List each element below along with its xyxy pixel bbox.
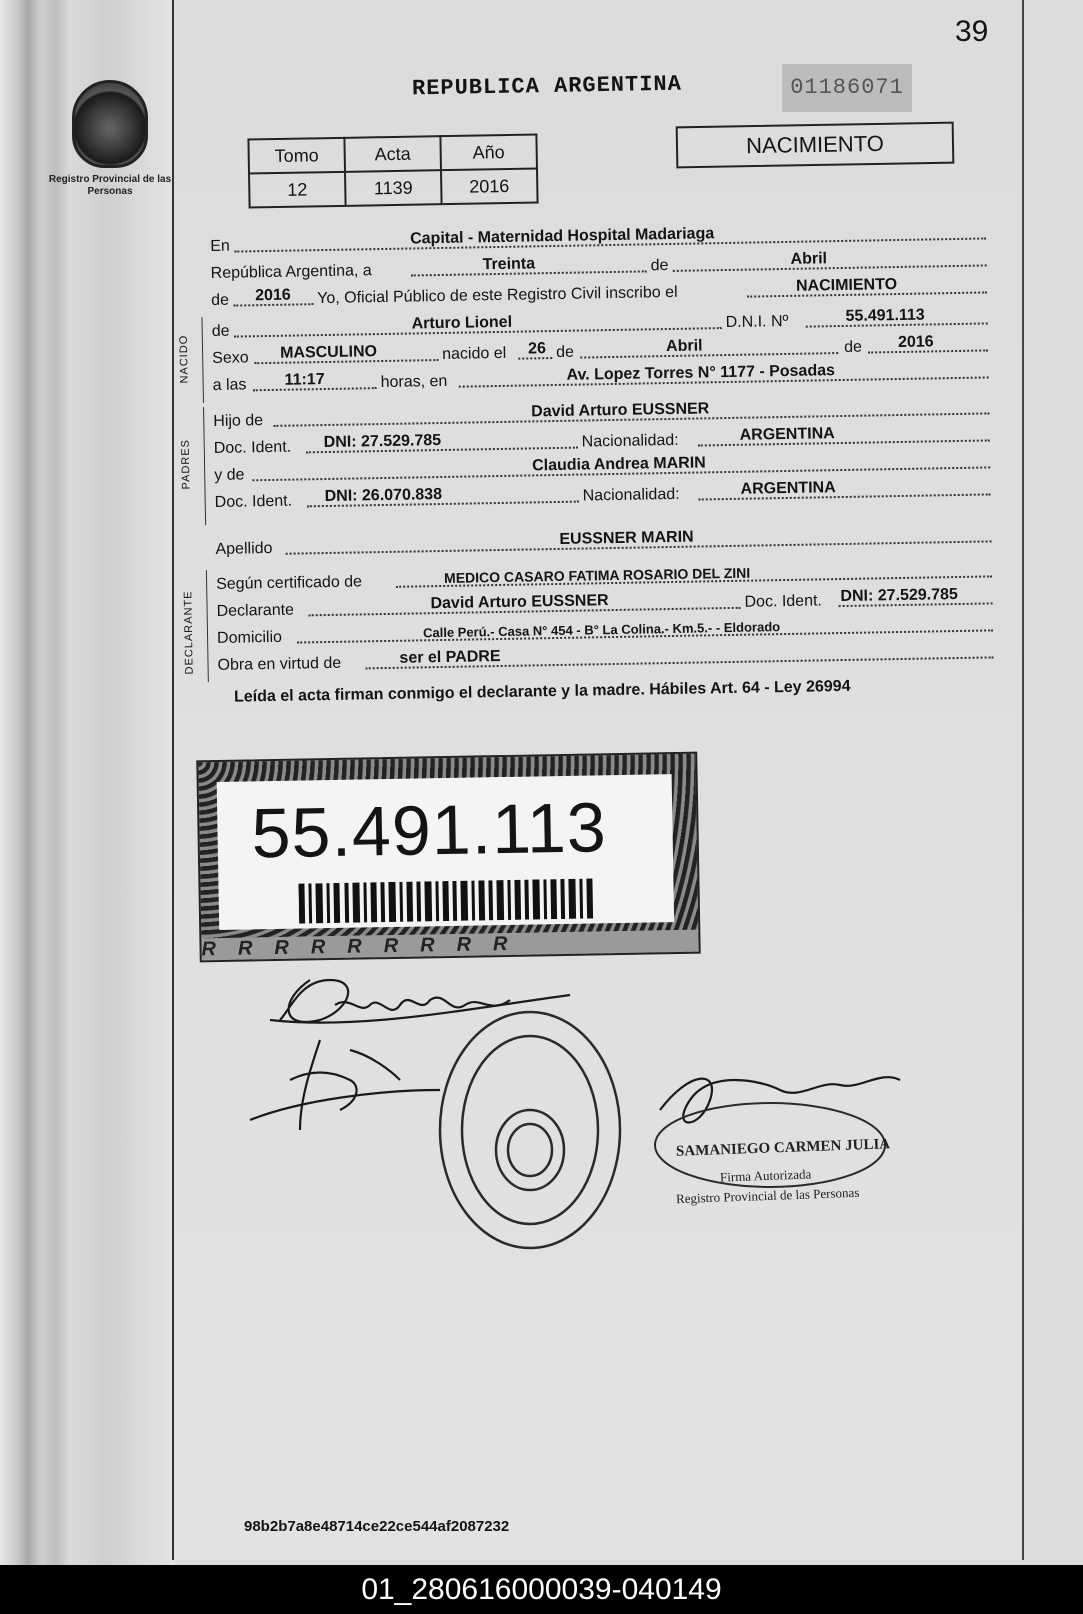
official-name: SAMANIEGO CARMEN JULIA — [675, 1136, 891, 1160]
de-label-2: de — [211, 291, 230, 309]
padres-label: PADRES — [179, 438, 193, 490]
register-table — [247, 133, 538, 208]
hijo-de-label: Hijo de — [213, 412, 264, 430]
certificado-label: Según certificado de — [216, 573, 363, 593]
apellido-label: Apellido — [215, 539, 273, 558]
declarante-name-label: Declarante — [216, 601, 295, 620]
register-acta: 1139 — [345, 170, 442, 206]
apellido-value: EUSSNER MARIN — [559, 528, 694, 548]
page-number: 39 — [955, 15, 989, 48]
child-dni: 55.491.113 — [845, 306, 925, 325]
nacido-de-label-3: de — [843, 338, 863, 356]
sexo-label: Sexo — [212, 349, 249, 367]
birth-record-form — [177, 218, 1018, 682]
declarante-doc-label: Doc. Ident. — [744, 592, 823, 611]
father-name: David Arturo EUSSNER — [531, 400, 710, 421]
de-label: de — [650, 257, 669, 275]
round-seal-icon — [440, 1012, 620, 1248]
domicilio-label: Domicilio — [216, 628, 283, 647]
nacido-de-label: de — [211, 322, 230, 340]
father-doc: DNI: 27.529.785 — [323, 432, 442, 452]
obra-label: Obra en virtud de — [217, 654, 342, 674]
binder-edge — [0, 0, 175, 1565]
dni-sticker — [196, 752, 700, 963]
signatures-and-seals — [240, 960, 940, 1290]
padres-section — [179, 393, 1015, 525]
year-value: 2016 — [254, 286, 291, 305]
republica-label: República Argentina, a — [210, 262, 372, 282]
month-value: Abril — [790, 250, 828, 268]
mother-signature-icon — [250, 1040, 440, 1130]
day-words: Treinta — [482, 255, 536, 274]
sticker-pattern-row: RRRRRRRRR — [201, 930, 698, 961]
declarant-signature-icon — [270, 980, 570, 1023]
obra-value: ser el PADRE — [399, 647, 501, 667]
sexo-value: MASCULINO — [279, 343, 378, 362]
declarante-doc: DNI: 27.529.785 — [840, 586, 958, 606]
horas-label: horas, en — [380, 372, 448, 392]
nacido-de-label-2: de — [556, 343, 575, 361]
official-office: Registro Provincial de las Personas — [675, 1184, 860, 1207]
mother-doc: DNI: 26.070.838 — [324, 485, 443, 506]
nacido-el-label: nacido el — [442, 344, 507, 363]
closing-statement: Leída el acta firman conmigo el declarante y la madre. Hábiles Art. 64 - Ley 26994 — [233, 677, 851, 706]
barcode-icon — [298, 878, 599, 923]
mother-nationality: ARGENTINA — [740, 479, 836, 498]
register-ano: 2016 — [441, 168, 538, 204]
register-header-tomo: Tomo — [248, 138, 345, 174]
inscribed-value: NACIMIENTO — [795, 276, 898, 295]
father-doc-label: Doc. Ident. — [213, 438, 292, 457]
mother-doc-label: Doc. Ident. — [214, 492, 293, 511]
father-nat-label: Nacionalidad: — [581, 431, 679, 451]
logo-caption: Registro Provincial de las Personas — [48, 174, 172, 197]
event-type-box: NACIMIENTO — [676, 122, 955, 169]
dni-label: D.N.I. Nº — [725, 312, 789, 332]
province-logo — [40, 80, 180, 198]
mother-nat-label: Nacionalidad: — [582, 485, 680, 505]
document-hash: 98b2b7a8e48714ce22ce544af2087232 — [244, 1518, 510, 1535]
declarante-label: DECLARANTE — [182, 590, 196, 675]
place-value: Capital - Maternidad Hospital Madariaga — [410, 225, 715, 248]
nacido-section — [177, 303, 1012, 403]
register-tomo: 12 — [249, 172, 346, 208]
statement-text: Yo, Oficial Público de este Registro Civil inscribo el — [317, 283, 678, 308]
y-de-label: y de — [214, 466, 245, 484]
apellido-line — [215, 521, 1015, 562]
a-las-label: a las — [212, 376, 247, 394]
child-name: Arturo Lionel — [411, 313, 513, 333]
footer-filename: 01_280616000039-040149 — [0, 1565, 1083, 1614]
country-title: REPUBLICA ARGENTINA — [411, 71, 683, 102]
nacido-label: NACIDO — [177, 334, 191, 384]
register-header-acta: Acta — [344, 136, 441, 172]
declarante-section — [182, 556, 1018, 682]
birth-month: Abril — [665, 337, 703, 356]
en-label: En — [210, 237, 230, 255]
official-signature-icon — [660, 1077, 900, 1122]
birth-year: 2016 — [897, 333, 934, 352]
birth-address: Av. Lopez Torres N° 1177 - Posadas — [566, 362, 836, 384]
mother-name: Claudia Andrea MARIN — [531, 454, 706, 475]
certificado-value: MEDICO CASARO FATIMA ROSARIO DEL ZINI — [443, 564, 751, 586]
dni-sticker-number: 55.491.113 — [250, 788, 608, 873]
register-header-ano: Año — [440, 134, 537, 170]
official-title: Firma Autorizada — [719, 1166, 812, 1185]
province-emblem-icon — [72, 80, 148, 168]
birth-day: 26 — [527, 340, 547, 358]
domicilio-value: Calle Perú.- Casa N° 454 - B° La Colina.- Km.5.- - Eldorado — [422, 619, 781, 641]
serial-number: 01186071 — [782, 64, 912, 112]
birth-time: 11:17 — [284, 371, 325, 389]
declarante-name: David Arturo EUSSNER — [430, 592, 609, 613]
father-nationality: ARGENTINA — [739, 425, 835, 444]
